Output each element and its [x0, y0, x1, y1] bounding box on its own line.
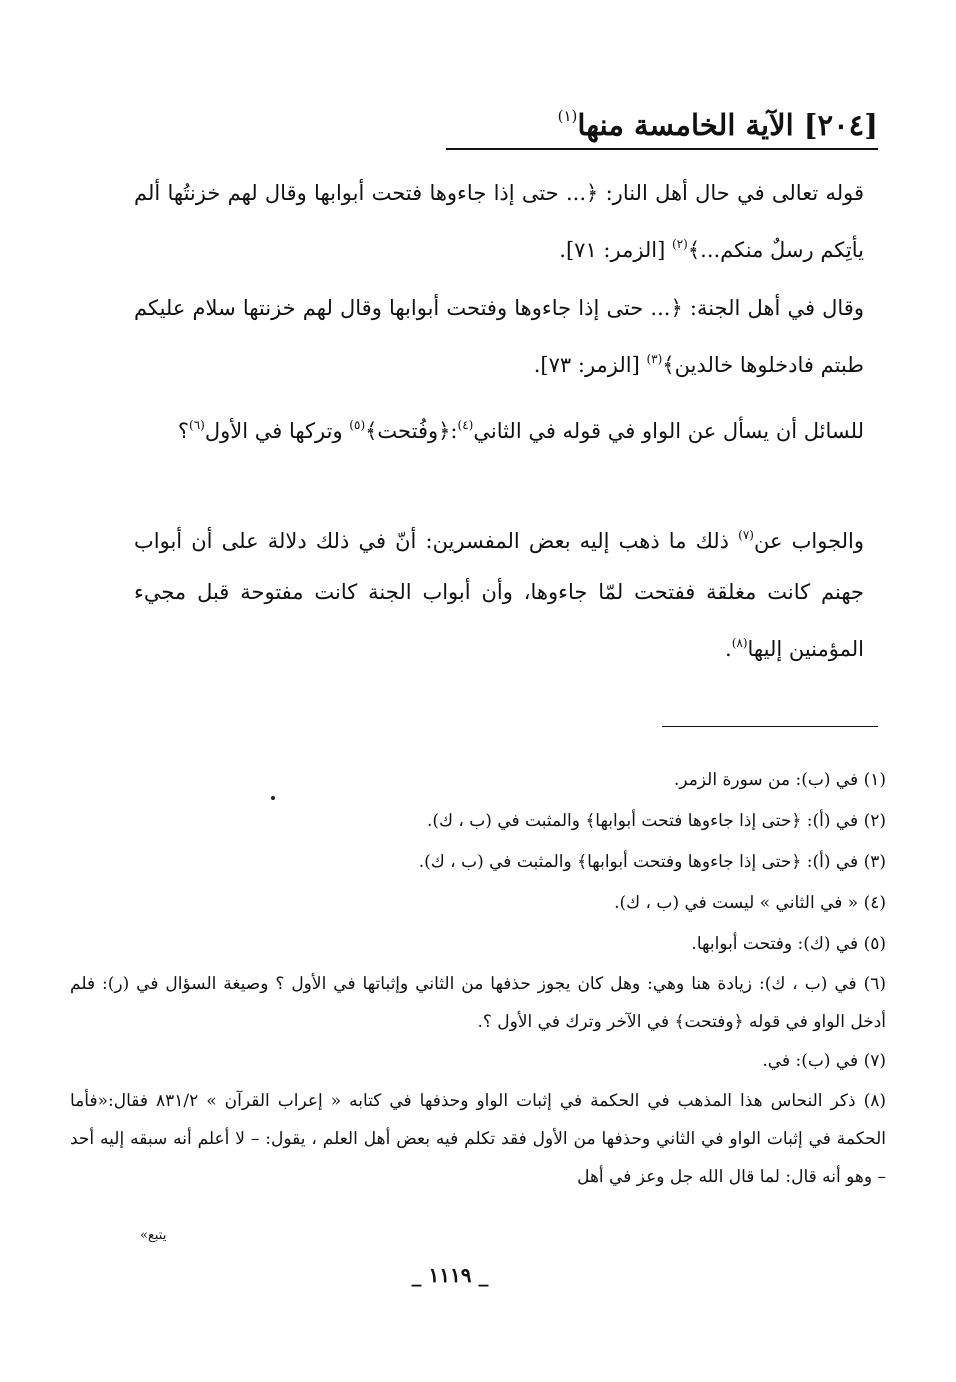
paragraph-paradise-citation: [الزمر: ٧٣].	[533, 353, 647, 377]
answer-lead: والجواب عن	[753, 529, 865, 553]
paragraph-paradise	[134, 283, 864, 391]
question-quote: :﴿وفُتحت﴾	[365, 419, 458, 443]
footnote-7: (٧) في (ب): في.	[762, 1051, 886, 1071]
footnote-3: (٣) في (أ): ﴿حتى إذا جاءوها وفتحت أبوابها﴾ والمثبت في (ب ، ك).	[418, 852, 886, 872]
paragraph-question	[134, 400, 864, 457]
footnotes	[70, 760, 886, 1196]
paragraph-answer	[134, 510, 864, 675]
page-number: _ ١١١٩ _	[411, 1263, 489, 1287]
footnote-4: (٤) « في الثاني » ليست في (ب ، ك).	[614, 893, 886, 913]
paragraph-hell-citation: [الزمر: ٧١].	[559, 238, 673, 262]
question-mark: ؟	[177, 419, 190, 443]
heading-text: [٢٠٤] الآية الخامسة منها	[577, 108, 878, 142]
heading-underline	[446, 148, 878, 150]
paragraph-paradise-text: وقال في أهل الجنة: ﴿... حتى إذا جاءوها وفتحت أبوابها وقال لهم خزنتها سلام عليكم طبتم فادخلوها خالدين﴾	[134, 296, 864, 377]
note-ref-8: (٨)	[731, 636, 748, 650]
answer-end: .	[725, 637, 732, 661]
note-ref-4: (٤)	[457, 418, 474, 432]
note-ref-6: (٦)	[189, 418, 205, 432]
paragraph-hell	[134, 168, 864, 276]
note-ref-2: (٢)	[672, 237, 688, 251]
question-text-2: وتركها في الأول	[204, 419, 350, 443]
answer-text: ذلك ما ذهب إليه بعض المفسرين: أنّ في ذلك دلالة على أن أبواب جهنم كانت مغلقة ففتحت لمّا جاءوها، وأن أبواب الجنة كانت مفتوحة قبل مجيء المؤمنين إليها	[134, 529, 864, 661]
footnote-1: (١) في (ب): من سورة الزمر.	[673, 770, 886, 790]
section-heading	[78, 96, 878, 145]
footnote-separator	[662, 726, 878, 727]
question-text-1: للسائل أن يسأل عن الواو في قوله في الثاني	[473, 419, 864, 443]
footnote-6: (٦) في (ب ، ك): زيادة هنا وهي: وهل كان يجوز حذفها من الثاني وإثباتها في الأول ؟ وصيغة السؤال في (ر): فلم أدخل الواو في قوله ﴿وفتحت﴾ في الآخر وترك في الأول ؟.	[70, 974, 886, 1032]
footnote-2: (٢) في (أ): ﴿حتى إذا جاءوها فتحت أبوابها﴾ والمثبت في (ب ، ك).	[426, 811, 886, 831]
heading-note-ref: (١)	[557, 107, 578, 125]
continuation-mark: يتبع»	[140, 1228, 167, 1243]
footnote-8: (٨) ذكر النحاس هذا المذهب في الحكمة في إثبات الواو وحذفها في كتابه « إعراب القرآن » ٨٣١/٢ فقال:«فأما الحكمة في إثبات الواو في الثاني وحذفها من الأول فقد تكلم فيه بعض أهل العلم ، يقول: – لا أعلم أنه سبقه إليه أحد – وهو أنه قال: لما قال الله جل وعز في أهل	[70, 1091, 886, 1187]
note-ref-7: (٧)	[738, 528, 754, 542]
footnote-5: (٥) في (ك): وفتحت أبوابها.	[691, 934, 886, 954]
note-ref-5: (٥)	[349, 418, 366, 432]
note-ref-3: (٣)	[646, 352, 663, 366]
paragraph-hell-text: قوله تعالى في حال أهل النار: ﴿... حتى إذا جاءوها فتحت أبوابها وقال لهم خزنتُها ألم يأتِكم رسلٌ منكم...﴾	[134, 181, 864, 262]
